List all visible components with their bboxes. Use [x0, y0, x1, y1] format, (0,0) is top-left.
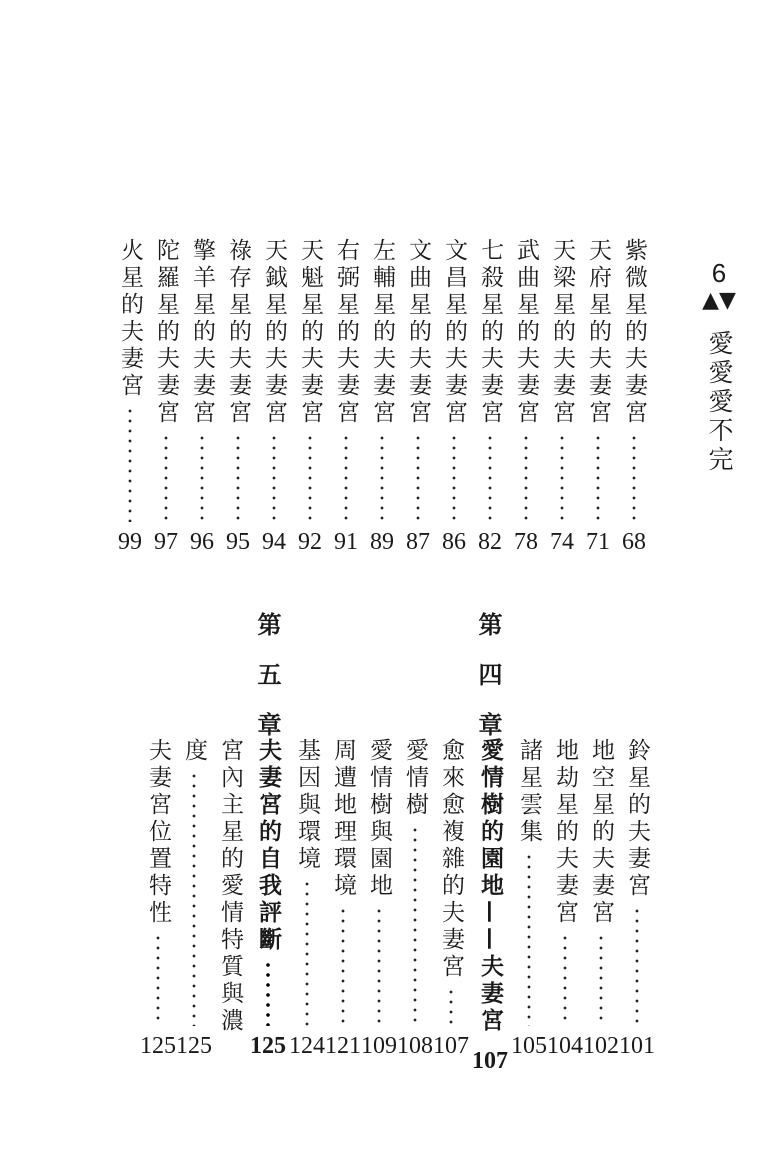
toc-entry-page: 78	[514, 529, 538, 555]
toc-entry-title: 天梁星的夫妻宮	[549, 238, 575, 427]
toc-entry-title: 愛情樹與園地	[366, 738, 392, 900]
leader-dots	[128, 406, 132, 522]
leader-dots	[192, 771, 196, 1026]
toc-entry-title: 七殺星的夫妻宮	[477, 238, 503, 427]
toc-entry-title: 地空星的夫妻宮	[588, 738, 614, 927]
toc-entry-title: 擎羊星的夫妻宮	[189, 238, 215, 427]
toc-entry-page: 74	[550, 529, 574, 555]
leader-dots	[449, 987, 453, 1026]
toc-entry-page: 108	[397, 1033, 433, 1059]
toc-entry-page: 105	[511, 1033, 547, 1059]
toc-entry-title: 愛情樹	[402, 738, 428, 819]
toc-entry	[221, 238, 255, 556]
toc-entry	[617, 238, 651, 556]
toc-entry	[185, 238, 219, 556]
toc-entry	[149, 238, 183, 556]
toc-entry-page: 121	[325, 1033, 361, 1059]
toc-entry	[293, 238, 327, 556]
toc-entry	[509, 238, 543, 556]
chapter-four-label: 第四章	[474, 612, 503, 762]
toc-entry-title: 基因與環境	[294, 738, 320, 873]
toc-entry-title: 陀羅星的夫妻宮	[153, 238, 179, 427]
leader-dots	[305, 879, 309, 1026]
leader-dots	[156, 933, 160, 1026]
chapter-four-entry	[472, 738, 508, 1074]
leader-dots	[380, 433, 384, 522]
toc-entry-page: 125	[250, 1033, 286, 1059]
toc-entry-title: 祿存星的夫妻宮	[225, 238, 251, 427]
toc-entry-page: 102	[583, 1033, 619, 1059]
toc-entry	[401, 238, 435, 556]
toc-entry-title: 諸星雲集	[516, 738, 542, 846]
toc-entry-page: 97	[154, 529, 178, 555]
triangle-arrows-icon: ▲▼	[702, 288, 736, 313]
toc-entry	[290, 738, 324, 1060]
leader-dots	[416, 433, 420, 522]
toc-entry-title: 文曲星的夫妻宮	[405, 238, 431, 427]
leader-dots	[377, 906, 381, 1026]
leader-dots	[164, 433, 168, 522]
toc-entry	[365, 238, 399, 556]
toc-entry-page: 87	[406, 529, 430, 555]
leader-dots	[341, 906, 345, 1026]
toc-entry-page: 109	[361, 1033, 397, 1059]
toc-entry-page: 91	[334, 529, 358, 555]
toc-entry-page: 86	[442, 529, 466, 555]
leader-dots	[632, 433, 636, 522]
chapter-five-label: 第五章	[253, 612, 282, 762]
leader-dots	[236, 433, 240, 522]
toc-entry-title: 火星的夫妻宮	[117, 238, 143, 400]
leader-dots	[527, 852, 531, 1026]
toc-entry-title: 天鉞星的夫妻宮	[261, 238, 287, 427]
toc-entry-page: 125	[140, 1033, 176, 1059]
toc-entry-title: 文昌星的夫妻宮	[441, 238, 467, 427]
toc-entry	[584, 738, 618, 1060]
leader-dots	[413, 825, 417, 1026]
toc-entry	[362, 738, 396, 1060]
toc-entry	[434, 738, 468, 1060]
toc-entry-title: 地劫星的夫妻宮	[552, 738, 578, 927]
toc-entry	[113, 238, 147, 556]
toc-entry-page: 89	[370, 529, 394, 555]
page-number: 6	[711, 258, 727, 288]
toc-entry-page: 125	[176, 1033, 212, 1059]
toc-entry-page: 71	[586, 529, 610, 555]
toc-entry-title: 宮內主星的愛情特質與濃	[217, 738, 243, 1035]
leader-dots	[308, 433, 312, 522]
leader-dots	[635, 906, 639, 1026]
toc-entry-title: 鈴星的夫妻宮	[624, 738, 650, 900]
toc-entry-title: 周遭地理環境	[330, 738, 356, 900]
leader-dots	[452, 433, 456, 522]
toc-entry	[620, 738, 654, 1060]
toc-entry	[141, 738, 175, 1060]
toc-entry	[398, 738, 432, 1060]
toc-entry-page: 82	[478, 529, 502, 555]
chapter-five-entry	[251, 738, 285, 1060]
toc-entry-title: 度	[181, 738, 207, 765]
toc-entry-title: 武曲星的夫妻宮	[513, 238, 539, 427]
leader-dots	[560, 433, 564, 522]
toc-entry-page: 94	[262, 529, 286, 555]
toc-entry	[437, 238, 471, 556]
toc-entry-page: 99	[118, 529, 142, 555]
toc-entry-title: 左輔星的夫妻宮	[369, 238, 395, 427]
toc-entry-title: 紫微星的夫妻宮	[621, 238, 647, 427]
toc-entry-title: 愛情樹的園地——夫妻宮	[477, 738, 504, 1035]
toc-entry	[545, 238, 579, 556]
toc-entry-title: 天魁星的夫妻宮	[297, 238, 323, 427]
leader-dots	[200, 433, 204, 522]
toc-entry	[257, 238, 291, 556]
toc-entry-page: 95	[226, 529, 250, 555]
leader-dots	[599, 933, 603, 1026]
toc-entry-page: 68	[622, 529, 646, 555]
page-header	[694, 258, 744, 475]
toc-entry-page: 107	[433, 1033, 469, 1059]
toc-entry-title: 天府星的夫妻宮	[585, 238, 611, 427]
toc-entry-page: 107	[472, 1048, 508, 1074]
toc-entry-wrapped-line	[213, 738, 247, 1060]
toc-entry	[473, 238, 507, 556]
toc-entry-title: 夫妻宮的自我評斷	[255, 738, 282, 954]
toc-entry-title: 愈來愈複雜的夫妻宮	[438, 738, 464, 981]
toc-entry	[512, 738, 546, 1060]
toc-entry	[177, 738, 211, 1060]
leader-dots	[488, 433, 492, 522]
toc-entry	[326, 738, 360, 1060]
toc-entry-title: 右弼星的夫妻宮	[333, 238, 359, 427]
toc-entry-page: 124	[289, 1033, 325, 1059]
book-title: 愛愛愛不完	[705, 330, 734, 475]
toc-entry	[329, 238, 363, 556]
toc-entry	[548, 738, 582, 1060]
leader-dots	[563, 933, 567, 1026]
toc-entry-title: 夫妻宮位置特性	[145, 738, 171, 927]
toc-entry-page: 104	[547, 1033, 583, 1059]
toc-entry-page: 96	[190, 529, 214, 555]
leader-dots	[344, 433, 348, 522]
leader-dots	[272, 433, 276, 522]
toc-entry-page: 101	[619, 1033, 655, 1059]
toc-entry	[581, 238, 615, 556]
leader-dots	[596, 433, 600, 522]
toc-entry-page: 92	[298, 529, 322, 555]
leader-dots	[524, 433, 528, 522]
leader-dots	[266, 960, 270, 1026]
